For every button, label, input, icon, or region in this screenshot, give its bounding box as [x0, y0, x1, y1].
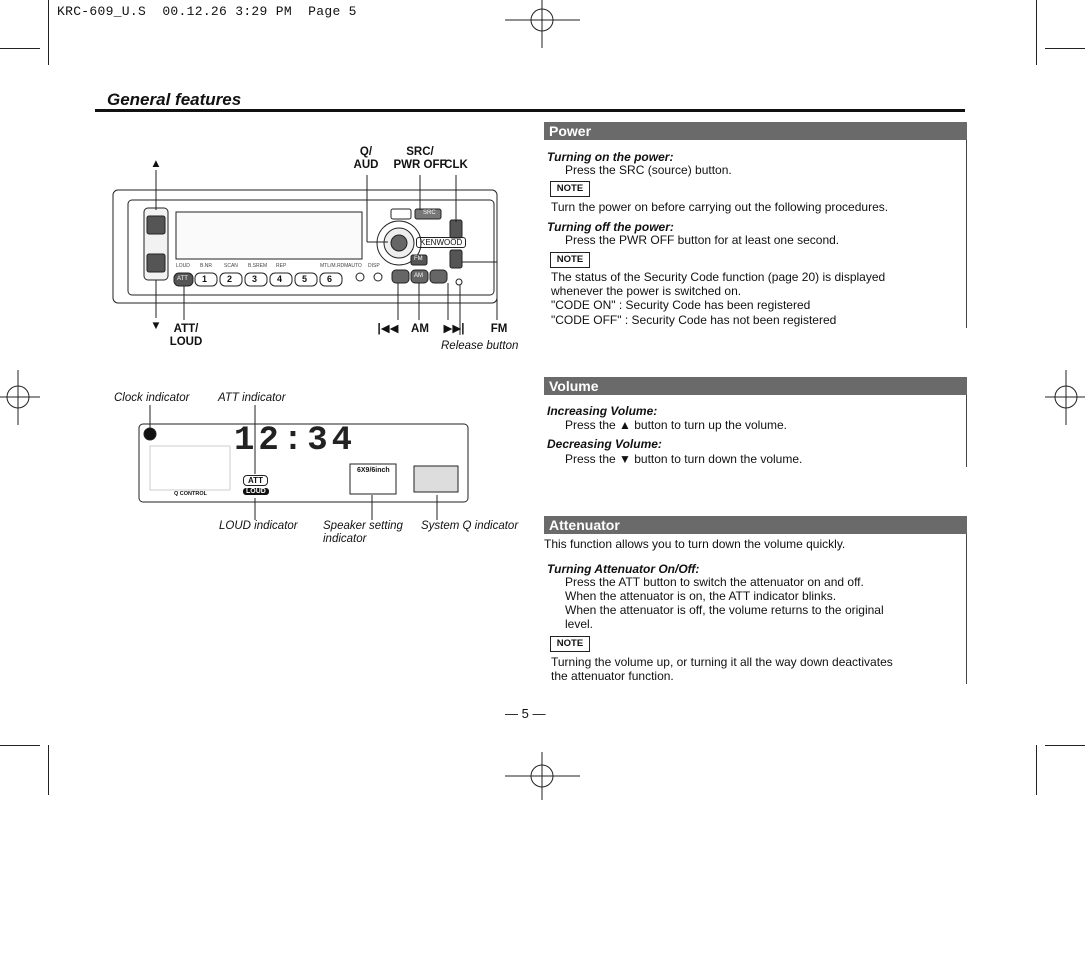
row-label: B.NR — [200, 263, 212, 269]
row-label: AUTO — [348, 263, 362, 269]
am-button-label: AM — [414, 273, 423, 279]
brand-logo: KENWOOD — [416, 237, 466, 248]
power-note1: Turn the power on before carrying out the following procedures. — [551, 200, 889, 214]
preset-5: 5 — [302, 274, 308, 284]
attenuator-line: Press the ATT button to switch the attenuator on and off. — [565, 575, 864, 589]
power-note2-line: "CODE OFF" : Security Code has not been registered — [551, 313, 837, 327]
speaker-indicator-label: Speaker setting indicator — [323, 520, 403, 545]
attenuator-line: level. — [565, 617, 594, 631]
row-label: LOUD — [176, 263, 190, 269]
attenuator-sub-title: Turning Attenuator On/Off: — [547, 562, 700, 576]
volume-inc-title: Increasing Volume: — [547, 404, 658, 418]
clock-indicator-label: Clock indicator — [114, 392, 190, 404]
row-label: SCAN — [224, 263, 238, 269]
volume-dec-title: Decreasing Volume: — [547, 437, 662, 451]
power-heading: Power — [544, 122, 967, 140]
att-button-label: ATT — [177, 276, 188, 282]
am-label: AM — [411, 323, 429, 335]
page-number: — 5 — — [505, 706, 546, 721]
power-note2-line: "CODE ON" : Security Code has been registered — [551, 298, 811, 312]
release-button-label: Release button — [441, 340, 519, 352]
preset-2: 2 — [227, 274, 233, 284]
row-label: MTL/M.RDM — [320, 263, 349, 269]
clk-label: CLK — [444, 159, 468, 171]
att-loud-label: ATT/ LOUD — [169, 323, 203, 348]
row-label: DISP — [368, 263, 380, 269]
power-note2-line: whenever the power is switched on. — [551, 284, 742, 298]
power-off-title: Turning off the power: — [547, 220, 674, 234]
attenuator-heading: Attenuator — [544, 516, 967, 534]
attenuator-intro: This function allows you to turn down the volume quickly. — [544, 537, 846, 551]
preset-3: 3 — [252, 274, 258, 284]
power-on-text: Press the SRC (source) button. — [565, 163, 732, 177]
preset-1: 1 — [202, 274, 208, 284]
lcd-qcontrol: Q CONTROL — [174, 491, 207, 497]
preset-6: 6 — [327, 274, 333, 284]
volume-down-label: ▼ — [150, 320, 162, 332]
attenuator-line: When the attenuator is on, the ATT indicator blinks. — [565, 589, 837, 603]
q-aud-label: Q/ AUD — [353, 146, 379, 171]
next-label: ▶▶| — [443, 323, 465, 335]
src-button-label: SRC — [423, 210, 436, 216]
attenuator-line: When the attenuator is off, the volume returns to the original — [565, 603, 884, 617]
lcd-att-box: ATT — [243, 475, 268, 486]
preset-4: 4 — [277, 274, 283, 284]
src-pwr-label: SRC/ PWR OFF — [393, 146, 447, 171]
attenuator-note-line: Turning the volume up, or turning it all the way down deactivates — [551, 655, 893, 669]
lcd-speaker-box: 6X9/6inch — [357, 467, 390, 474]
volume-inc-text: Press the ▲ button to turn up the volume. — [565, 418, 787, 432]
note-badge: NOTE — [550, 636, 590, 652]
fm-button-label: FM — [414, 256, 423, 262]
note-badge: NOTE — [550, 252, 590, 268]
power-note2-line: The status of the Security Code function (page 20) is displayed — [551, 270, 886, 284]
note-badge: NOTE — [550, 181, 590, 197]
row-label: REP — [276, 263, 287, 269]
volume-heading: Volume — [544, 377, 967, 395]
volume-up-label: ▲ — [150, 158, 162, 170]
page-title: General features — [107, 90, 242, 109]
lcd-drawing — [0, 380, 540, 560]
volume-dec-text: Press the ▼ button to turn down the volume. — [565, 452, 803, 466]
display-diagram — [0, 380, 540, 560]
att-indicator-label: ATT indicator — [218, 392, 286, 404]
power-off-text: Press the PWR OFF button for at least one second. — [565, 233, 840, 247]
fm-label: FM — [490, 323, 508, 335]
print-slug: KRC-609_U.S 00.12.26 3:29 PM Page 5 — [57, 4, 357, 19]
power-on-title: Turning on the power: — [547, 150, 674, 164]
prev-label: |◀◀ — [377, 323, 399, 335]
lcd-time: 12:34 — [234, 422, 357, 460]
attenuator-note-line: the attenuator function. — [551, 669, 674, 683]
row-label: B.SREM — [248, 263, 268, 269]
loud-indicator-label: LOUD indicator — [219, 520, 298, 532]
lcd-loud-box: LOUD — [243, 488, 269, 495]
system-q-indicator-label: System Q indicator — [421, 520, 519, 532]
